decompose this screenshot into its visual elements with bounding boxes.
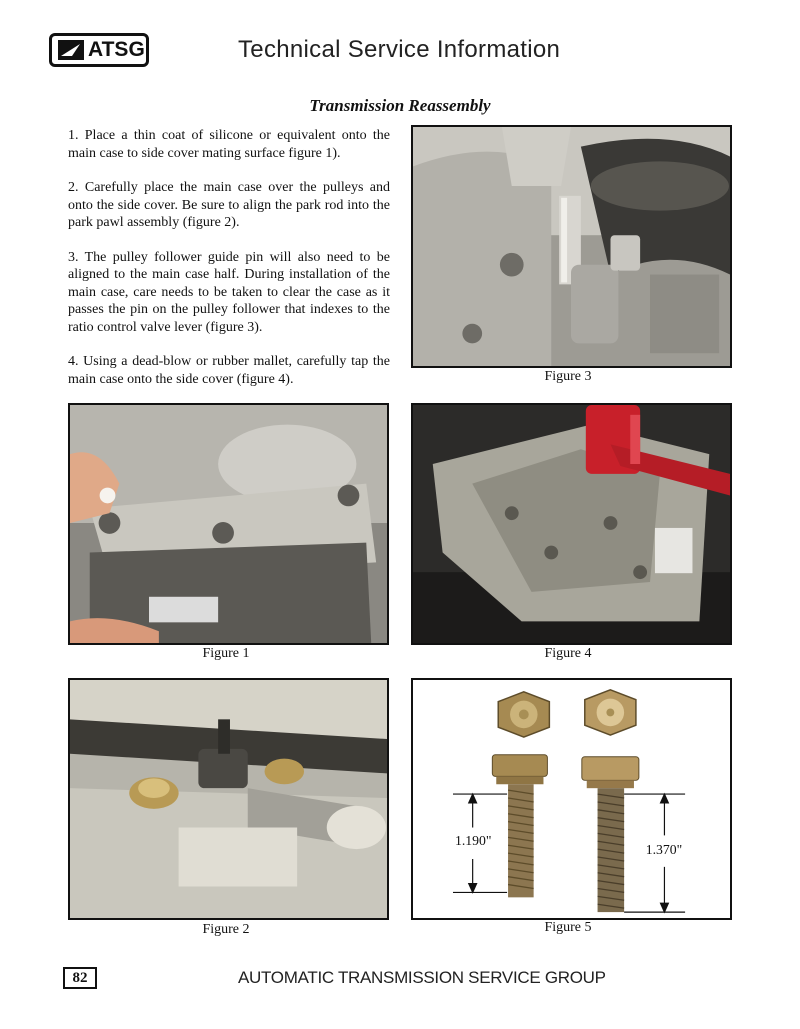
figure-2-caption: Figure 2 bbox=[202, 922, 250, 937]
figure-5-bolt-comparison bbox=[411, 678, 732, 920]
short-bolt-side-view bbox=[492, 755, 547, 898]
figure-3-caption: Figure 3 bbox=[544, 369, 592, 384]
figure-1-caption: Figure 1 bbox=[202, 646, 250, 661]
long-bolt-side-view bbox=[582, 757, 639, 912]
figure-1-photo bbox=[68, 403, 389, 645]
short-bolt-length: 1.190" bbox=[454, 833, 492, 849]
figure-3-photo bbox=[411, 125, 732, 368]
step-4: 4. Using a dead-blow or rubber mallet, carefully tap the main case onto the side cover (figure 4). bbox=[68, 354, 390, 387]
long-bolt-head-top-view bbox=[585, 690, 636, 735]
figure-4-caption: Figure 4 bbox=[544, 646, 592, 661]
figure-2-photo bbox=[68, 678, 389, 920]
page-header-title: Technical Service Information bbox=[238, 36, 561, 63]
footer-text: AUTOMATIC TRANSMISSION SERVICE GROUP bbox=[238, 968, 606, 987]
section-title: Transmission Reassembly bbox=[309, 96, 491, 115]
instruction-steps bbox=[68, 127, 390, 405]
step-3: 3. The pulley follower guide pin will also need to be aligned to the main case half. During installation of the main case, care needs to be taken to clear the case as it passes the pin on the pulley follower that indexes to the ratio control valve lever (figure 3). bbox=[68, 249, 390, 335]
short-bolt-head-top-view bbox=[498, 692, 549, 737]
atsg-logo bbox=[49, 33, 149, 67]
step-1: 1. Place a thin coat of silicone or equivalent onto the main case to side cover mating surface figure 1). bbox=[68, 128, 390, 161]
page-number: 82 bbox=[63, 967, 97, 989]
long-bolt-length: 1.370" bbox=[645, 842, 683, 858]
logo-text: ATSG bbox=[88, 38, 145, 61]
step-2: 2. Carefully place the main case over the pulleys and onto the side cover. Be sure to align the park rod into the park pawl assembly (figure 2). bbox=[68, 180, 390, 230]
figure-4-photo bbox=[411, 403, 732, 645]
logo-arrow-icon bbox=[58, 40, 84, 60]
figure-5-caption: Figure 5 bbox=[544, 920, 592, 935]
